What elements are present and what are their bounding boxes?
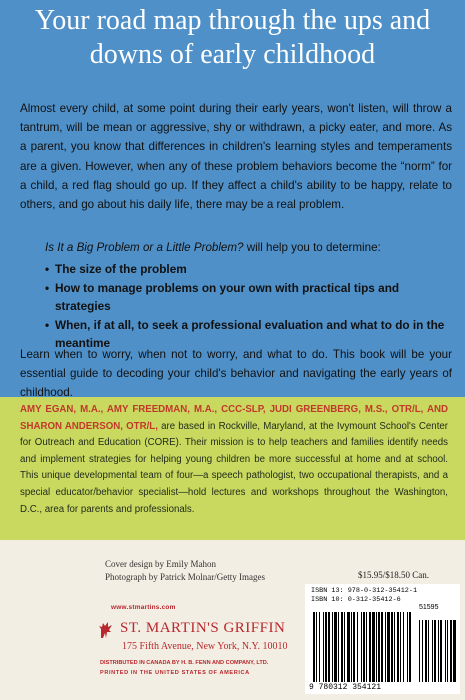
cover-design-credit: Cover design by Emily Mahon [105, 559, 216, 569]
price-code: 51595 [419, 604, 439, 611]
author-description: are based in Rockville, Maryland, at the Ivymount School's Center for Outreach and Education (CORE). Their mission is to help teachers and families identify needs and implement strategies for helping young children be more successful at home and at school. This unique developmental team of four—a speech pathologist, two occupational therapists, and a special educator/behavior specialist—hold lectures and workshops throughout the Washington, D.C., area for parents and professionals. [20, 420, 448, 515]
list-item [45, 279, 455, 316]
list-item-text: When, if at all, to seek a professional evaluation and what to do in the meantime [55, 317, 445, 351]
bullet-icon: • [45, 262, 50, 276]
isbn13-text: ISBN 13: 978-0-312-35412-1 [311, 587, 418, 595]
bullet-icon: • [45, 280, 50, 295]
isbn10-text: ISBN 10: 0-312-35412-6 [311, 596, 401, 604]
photograph-credit: Photograph by Patrick Molnar/Getty Images [105, 572, 265, 582]
list-item-text: How to manage problems on your own with practical tips and strategies [55, 280, 400, 314]
distribution-note: DISTRIBUTED IN CANADA BY H. B. FENN AND COMPANY, LTD. [100, 660, 269, 666]
publisher-url[interactable]: www.stmartins.com [111, 604, 176, 611]
cover-credits [105, 558, 265, 584]
summary-text: Learn when to worry, when not to worry, and what to do. This book will be your essential guide to decoding your child's behavior and navigating the early years of childhood. [20, 348, 452, 399]
list-item-text: The size of the problem [55, 262, 187, 276]
question-rest: will help you to determine: [243, 241, 381, 254]
description-text [20, 99, 452, 214]
author-bio [20, 402, 448, 518]
headline: Your road map through the ups and downs of early childhood [34, 5, 431, 70]
bullet-icon: • [45, 317, 50, 332]
book-title-italic: Is It a Big Problem or a Little Problem? [45, 241, 244, 254]
price-label: $15.95/$18.50 Can. [358, 570, 429, 580]
list-item [45, 260, 455, 279]
publisher-name: ST. MARTIN'S GRIFFIN [120, 620, 286, 636]
barcode-number: 9 780312 354121 [309, 683, 382, 692]
printed-note: PRINTED IN THE UNITED STATES OF AMERICA [100, 670, 250, 676]
publisher-address: 175 Fifth Avenue, New York, N.Y. 10010 [122, 641, 288, 652]
description-paragraph: Almost every child, at some point during their early years, won't listen, will throw a tantrum, will be mean or aggressive, shy or withdrawn, a picky eater, and more. As a parent, you know that differences in children's learning styles and temperaments are a given. However, when any of these problem behaviors become the “norm” for a child, a red flag should go up. If they affect a child's ability to be happy, relate to others, and go about his daily life, there may be a real problem. [20, 102, 452, 212]
book-question-line [45, 238, 445, 257]
barcode-image [311, 612, 456, 682]
publisher-block [100, 617, 290, 697]
benefits-list [45, 260, 455, 353]
author-names: AMY EGAN, M.A., AMY FREEDMAN, M.A., CCC-SLP, JUDI GREENBERG, M.S., OTR/L, AND SHARON ANDERSON, OTR/L, [20, 404, 448, 432]
barcode-block [305, 584, 460, 694]
griffin-logo-icon [98, 620, 114, 640]
